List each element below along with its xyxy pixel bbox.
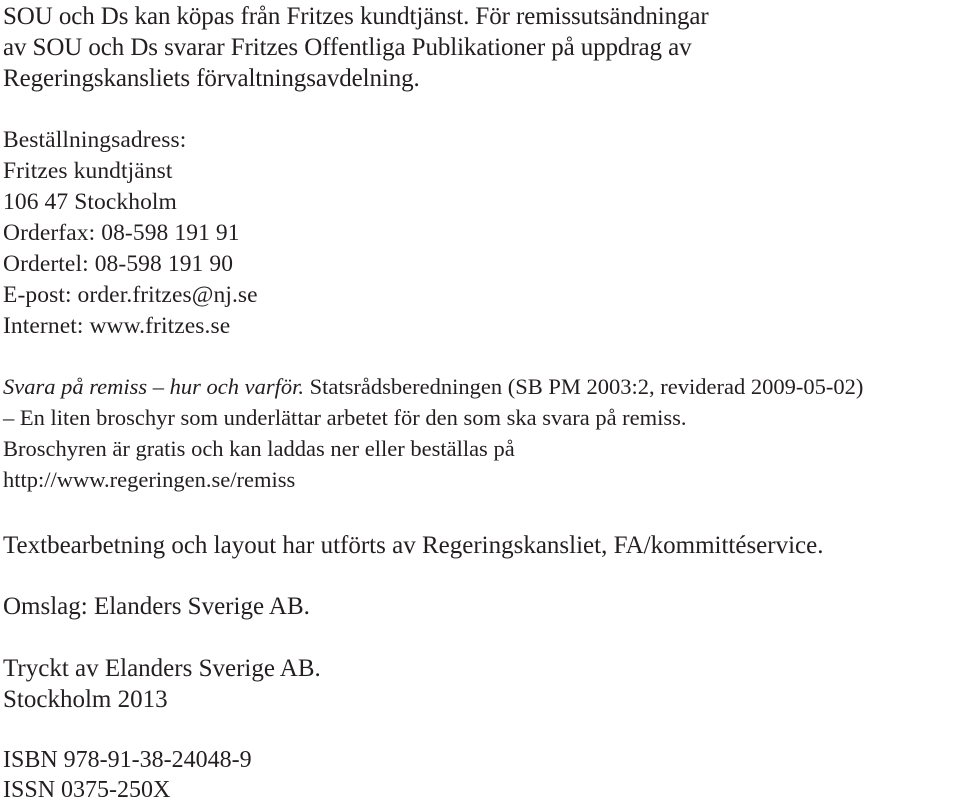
layout-credit: Textbearbetning och layout har utförts av Regeringskansliet, FA/kommittéservice. — [3, 532, 824, 559]
order-name: Fritzes kundtjänst — [3, 158, 173, 184]
isbn: ISBN 978-91-38-24048-9 — [3, 747, 252, 773]
brochure-title: Svara på remiss – hur och varför. — [3, 374, 305, 399]
order-internet: Internet: www.fritzes.se — [3, 313, 231, 339]
cover-credit: Omslag: Elanders Sverige AB. — [3, 593, 310, 620]
brochure-availability: Broschyren är gratis och kan laddas ner eller beställas på — [3, 436, 515, 461]
brochure-source: Statsrådsberedningen (SB PM 2003:2, reviderad 2009-05-02) — [309, 374, 864, 399]
brochure-url: http://www.regeringen.se/remiss — [3, 467, 296, 492]
order-fax: Orderfax: 08-598 191 91 — [3, 220, 240, 246]
order-email: E-post: order.fritzes@nj.se — [3, 282, 258, 308]
brochure-description: – En liten broschyr som underlättar arbetet för den som ska svara på remiss. — [3, 405, 687, 430]
place-and-year: Stockholm 2013 — [3, 686, 168, 713]
intro-line-2: av SOU och Ds svarar Fritzes Offentliga Publikationer på uppdrag av — [3, 34, 692, 61]
colophon-page — [3, 0, 958, 803]
order-postal-address: 106 47 Stockholm — [3, 189, 177, 215]
brochure-first-line — [3, 372, 863, 402]
order-heading: Beställningsadress: — [3, 127, 187, 153]
order-phone: Ordertel: 08-598 191 90 — [3, 251, 234, 277]
printer-credit: Tryckt av Elanders Sverige AB. — [3, 655, 321, 682]
intro-line-1: SOU och Ds kan köpas från Fritzes kundtjänst. För remissutsändningar — [3, 3, 709, 30]
issn: ISSN 0375-250X — [3, 777, 171, 803]
intro-line-3: Regeringskansliets förvaltningsavdelning. — [3, 65, 420, 92]
